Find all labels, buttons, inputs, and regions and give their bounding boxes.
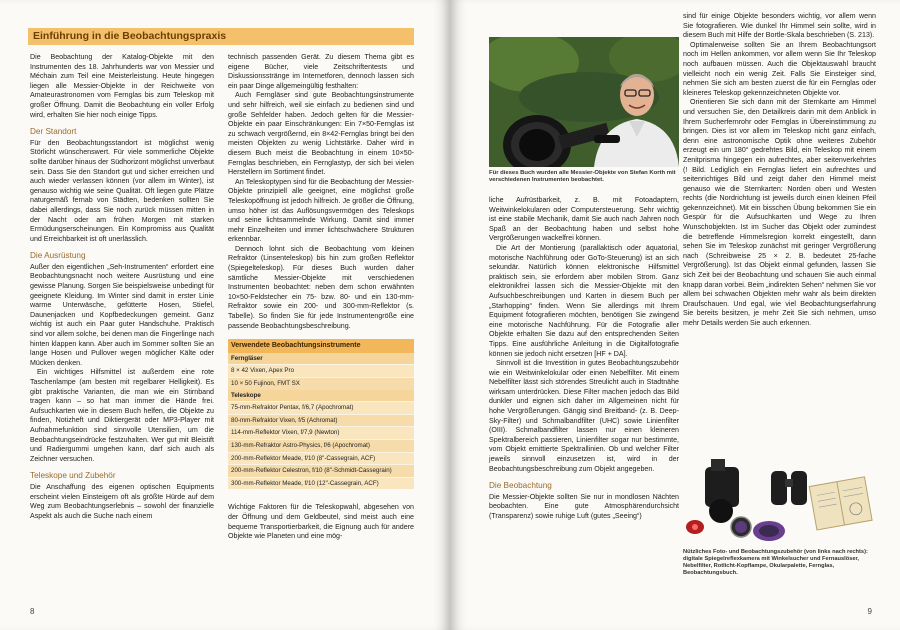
col2-after-table: Wichtige Faktoren für die Teleskopwahl, abgesehen von der Öffnung und dem Geldbeutel, sind meist auch eine bequeme Transportierbarkeit, die Eignung auch für andere Objekte wie Planeten und eine mög- xyxy=(228,503,414,541)
intro-paragraph: Die Beobachtung der Katalog-Objekte mit den Instrumenten des 18. Jahrhunderts war von Messier und Méchain zum Teil eine Meisterleistung. Heute hingegen liegen alle Messier-Objekte in der Reichweite von Amateurastronomen vom Fernglas bis zum Teleskop mit großer Öffnung. Damit die Beobachtung ein voller Erfolg wird, erhalten Sie hier noch einige Tipps. xyxy=(30,53,214,119)
observer-photo-illustration xyxy=(489,37,679,167)
table-row: 200-mm-Reflektor Meade, f/10 (8"-Cassegrain, ACF) xyxy=(228,452,414,465)
ausruestung-paragraph-2: Ein wichtiges Hilfsmittel ist außerdem eine rote Taschenlampe (am besten mit regelbarer Helligkeit). Es gibt praktische Varianten, die man wie ein Stirnband tragen kann – so hat man immer die Hände frei. Aufsuchkarten wie in diesem Buch helfen, die Objekte zu finden, Notizheft und Diktiergerät oder MP3-Player mit Aufnahmefunktion sind sinnvolle Utensilien, um die Beobachtungseindrücke festzuhalten. Wer gut mit Bleistift und Radiergummi umgehen kann, darf sich auch als Zeichner versuchen. xyxy=(30,368,214,463)
page-number-left: 8 xyxy=(30,607,35,616)
standort-paragraph: Für den Beobachtungsstandort ist möglichst wenig Störlicht wünschenswert. Für viele sommerliche Objekte sollte darüber hinaus der Südhorizont möglichst unverbaut sein. Dass Sie den Standort gut und sicher erreichen und auch wieder verlassen können (vor allem im Winter), ist genauso wichtig wie seine Qualität. Oft liegen gute Plätze naturgemäß fernab von Städten, bedenken sollten Sie dabei allerdings, dass Sie noch zurück müssen mitten in der Nacht oder am frühen Morgen mit starken Ermüdungserscheinungen. Ein Kompromiss aus Qualität und Erreichbarkeit ist oft unerlässlich. xyxy=(30,138,214,243)
table-row: 300-mm-Reflektor Meade, f/10 (12"-Cassegrain, ACF) xyxy=(228,477,414,490)
left-column-2 xyxy=(228,53,414,542)
r-col2-paragraph-2: Optimalerweise sollten Sie an Ihrem Beobachtungsort noch im Hellen ankommen, vor allem wenn Sie Ihr Teleskop noch aufbauen müssen. Auch die Objektauswahl braucht vielleicht noch ein wenig Zeit. Falls Sie Einsteiger sind, nehmen Sie sich am besten zuerst die für ein Fernglas oder kleineres Teleskop gekennzeichneten Objekte vor. xyxy=(683,40,876,97)
left-column-1 xyxy=(30,53,214,521)
col2-paragraph-4: Dennoch lohnt sich die Beobachtung vom kleinen Refraktor (Linsenteleskop) bis hin zum großen Reflektor (Spiegelteleskop). Für dieses Buch wurden daher sämtliche Messier-Objekte mit verschiedenen Instrumenten beobachtet: neben dem schon erwähnten 10×50-Feldstecher ein 75- bzw. 80- und ein 130-mm-Refraktor sowie ein 200- und 300-mm-Reflektor (s. Tabelle). So finden Sie für jede Instrumentengröße eine passende Beobachtungsbeschreibung. xyxy=(228,244,414,330)
r-col2-paragraph-1: sind für einige Objekte besonders wichtig, vor allem wenn Sie fotografieren. Wie dunkel Ihr Himmel sein sollte, wird in diesem Buch mit Hilfe der Bortle-Skala beschrieben (S. 213). xyxy=(683,12,876,40)
table-group-telescopes: Teleskope xyxy=(228,390,414,402)
teleskope-paragraph: Die Anschaffung des eigenen optischen Equipments erscheint vielen Einsteigern oft als größte Hürde auf dem Weg zum Beobachtungserlebnis – sowohl der finanzielle Aspekt als auch die Suche nach einem xyxy=(30,482,214,520)
table-row: 80-mm-Refraktor Vixen, f/5 (Achromat) xyxy=(228,414,414,427)
right-column-1 xyxy=(489,196,679,522)
table-row: 75-mm-Refraktor Pentax, f/6,7 (Apochromat) xyxy=(228,401,414,414)
heading-ausruestung: Die Ausrüstung xyxy=(30,251,86,261)
observer-photo-caption: Für dieses Buch wurden alle Messier-Objekte von Stefan Korth mit verschiedenen Instrumenten beobachtet. xyxy=(489,170,676,184)
accessories-illustration xyxy=(683,455,878,550)
page-number-right: 9 xyxy=(867,607,872,616)
r-col1-paragraph-2: Die Art der Montierung (parallaktisch oder äquatorial, motorische Nachführung oder GoTo-Steuerung) ist an sich sekundär. Natürlich können elektronische Hilfsmittel praktisch sein, sie erfordern aber mobilen Strom. Ganz elektronikfrei lassen sich die Messier-Objekte mit den Aufsuchbeschreibungen und Karten in diesem Buch per „Starhopping“ finden. Wenn Sie allerdings mit Ihrem Equipment fotografieren möchten, benötigen Sie zwingend eine motorische Nachführung. Für die Fotografie aller Objekte erhalten Sie dazu auf den entsprechenden Seiten Tipps. Eine ausführliche Anleitung in die Digitalfotografie können sie jedoch nicht ersetzen [HF + DA]. xyxy=(489,243,679,358)
r-col2-paragraph-3: Orientieren Sie sich dann mit der Sternkarte am Himmel und versuchen Sie, den Detailkreis darin mit dem Anblick in Ihrem Sucherfernrohr oder Fernglas in Übereinstimmung zu bringen. Dies ist vor allem im Teleskop nicht ganz einfach, denn eine astronomische Optik ohne weiteres Zubehör erzeugt ein um 180° gedrehtes Bild, ein Teleskop mit einem Zenitprisma hingegen ein aufrechtes, aber seitenverkehrtes (! Bild. Lediglich ein Fernglas liefert ein aufrechtes und seitenrichtiges Bild und zeigt daher den Himmel meist genauso wie die Sternkarten: Norden oben und Westen rechts (die Nordrichtung ist jeweils durch einen kleinen Pfeil gekennzeichnet). Mit ein bisschen Übung bekommen Sie ein Gespür für die Aufsuchkarten und Wege zu Ihren Wunschobjekten. Ist im Sucher das Objekt oder zumindest die betreffende Himmelsregion korrekt eingestellt, dann sehen Sie im Teleskop zunächst mit geringer Vergrößerung nach (Schreibweise 25 × 2. B. bedeutet 25-fache Vergrößerung). Ist das Objekt einmal gefunden, lassen Sie sich Zeit bei der Beobachtung und schauen Sie auch einmal knapp daran vorbei. Beim „indirekten Sehen“ nehmen Sie vor allem bei schwachen Objekten mehr wahr als beim direkten Draufschauen. Und egal, wie viel Beobachtungserfahrung Sie bereits besitzen, je mehr Zeit Sie sich nehmen, umso mehr Details werden Sie auch erkennen. xyxy=(683,98,876,327)
ausruestung-paragraph-1: Außer den eigentlichen „Seh-Instrumenten“ erfordert eine Beobachtungsnacht noch weitere Ausrüstung und eine gewisse Planung. Sorgen Sie beispielsweise unbedingt für geeignete Kleidung. Im Winter sind damit in erster Linie warme Unterwäsche, gefütterte Hosen, Stiefel, Daunenjacken und Kopfbedeckungen gemeint. Ganz wichtig ist auch ein Paar guter Handschuhe. Praktisch sind vor allem solche, bei denen man die Fingerlinge nach hinten klappen kann. Aber auch im Sommer sollten Sie an lange Hosen und Pullover wegen möglicher Kälte oder Mücken denken. xyxy=(30,262,214,367)
r-col1-paragraph-1: liche Aufrüstbarkeit, z. B. mit Fotoadaptern, Weitwinkelokularen oder Computersteuerung. Sehr wichtig ist eine stabile Mechanik, damit Sie auch nach Jahren noch Spaß an der Beobachtung haben und selbst hohe Vergrößerungen wackelfrei können. xyxy=(489,196,679,243)
accessories-photo-caption: Nützliches Foto- und Beobachtungszubehör (von links nach rechts): digitale Spiegelreflexkamera mit Winkelsucher und Fernauslöser, Nebelfilter, Rotlicht-Kopflampe, Okularpalette, Fernglas, Beobachtungsbuch. xyxy=(683,549,868,576)
heading-beobachtung: Die Beobachtung xyxy=(489,481,552,491)
beobachtung-paragraph: Die Messier-Objekte sollten Sie nur in mondlosen Nächten beobachten. Eine gute Atmosphärendurchsicht (Transparenz) sowie ruhige Luft (gutes „Seeing“) xyxy=(489,492,679,520)
table-row: 10 × 50 Fujinon, FMT SX xyxy=(228,377,414,390)
table-row: 200-mm-Reflektor Celestron, f/10 (8"-Schmidt-Cassegrain) xyxy=(228,464,414,477)
table-group-binoculars: Ferngläser xyxy=(228,353,414,365)
table-title: Verwendete Beobachtungsinstrumente xyxy=(228,339,414,353)
right-column-2 xyxy=(683,12,876,329)
observer-photo xyxy=(489,37,679,167)
table-row: 8 × 42 Vixen, Apex Pro xyxy=(228,364,414,377)
section-title: Einführung in die Beobachtungspraxis xyxy=(28,28,414,45)
accessories-photo xyxy=(683,455,878,550)
table-row: 114-mm-Reflektor Vixen, f/7,9 (Newton) xyxy=(228,426,414,439)
col2-paragraph-1: technisch passenden Gerät. Zu diesem Thema gibt es eigene Bücher, viele Zeitschriftentests und Diskussionsstränge im Internetforen, dennoch lassen sich ein paar Dinge allgemeingültig festhalten: xyxy=(228,53,414,90)
heading-standort: Der Standort xyxy=(30,127,77,137)
col2-paragraph-3: An Teleskoptypen sind für die Beobachtung der Messier-Objekte prinzipiell alle geeignet, eine möglichst große Teleskopöffnung ist jedoch hilfreich. Je größer die Öffnung, umso höher ist das Auflösungsvermögen des Teleskops und seine lichtsammelnde Wirkung. Damit sind immer mehr Einzelheiten und immer lichtschwächere Strukturen erkennbar. xyxy=(228,177,414,244)
col2-paragraph-2: Auch Ferngläser sind gute Beobachtungsinstrumente und sehr hilfreich, weil sie einfach zu bedienen sind und große Sehfelder haben. Jedoch gelten für die Messier-Objekte ein paar Einschränkungen: Ein 7×50-Fernglas ist zu schwach vergrößernd, ein 8×42-Fernglas bringt bei den meisten Objekten zu wenig Lichtstärke. Daher wird in diesem Buch meist die Beobachtung in einem 10×50-Fernglas beschrieben, ein Fernglastyp, der sich bei vielen Herstellern im Sortiment findet. xyxy=(228,91,414,177)
r-col1-paragraph-3: Sinnvoll ist die Investition in gutes Beobachtungszubehör wie ein Weitwinkelokular oder einen Nebelfilter. Mit einem Nebelfilter lässt sich störendes Streulicht auch in Stadtnähe wirksam unterdrücken. Diese Filter machen jedoch das Bild dunkler und eignen sich daher im Allgemeinen nicht für hohe Vergrößerungen. Gängig sind Breitband- (z. B. Deep-Sky-Filter) und Schmalbandfilter (UHC) sowie Linienfilter (OIII). Schmalbandfilter lassen nur einen kleineren Spektralbereich passieren, Linienfilter sogar nur bestimmte, vom Objekt emittierte Spektrallinien. Ob und welcher Filter jeweils sinnvoll einzusetzen ist, wird in der Beobachtungsbeschreibung zum Objekt angegeben. xyxy=(489,359,679,473)
instruments-table xyxy=(228,339,414,489)
heading-teleskope: Teleskope und Zubehör xyxy=(30,471,116,481)
table-row: 130-mm-Refraktor Astro-Physics, f/6 (Apochromat) xyxy=(228,439,414,452)
